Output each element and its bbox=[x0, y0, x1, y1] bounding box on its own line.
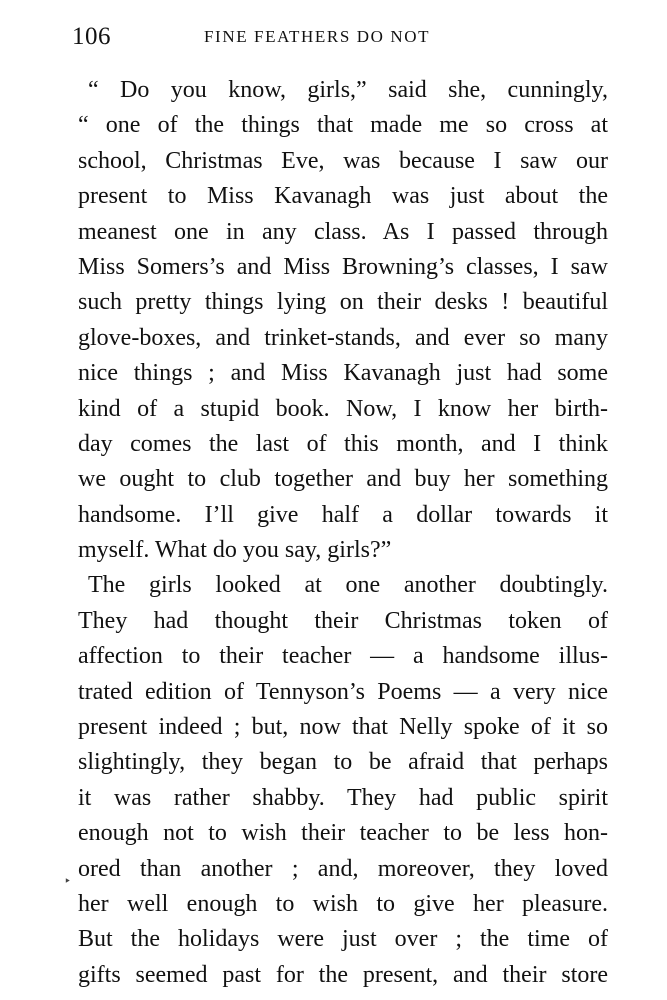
text-line: slightingly, they began to be afraid that perhaps bbox=[78, 749, 608, 776]
text-line: “ one of the things that made me so cross at bbox=[78, 112, 608, 139]
text-line: Miss Somers’s and Miss Browning’s classes, I saw bbox=[78, 253, 608, 280]
text-line: gifts seemed past for the present, and their store bbox=[78, 961, 608, 988]
text-line: trated edition of Tennyson’s Poems — a very nice bbox=[78, 678, 608, 705]
text-line: “ Do you know, girls,” said she, cunningly, bbox=[88, 77, 608, 103]
text-line: affection to their teacher — a handsome illus- bbox=[78, 643, 608, 670]
text-line: school, Christmas Eve, was because I saw our bbox=[78, 147, 608, 174]
text-line: it was rather shabby. They had public spirit bbox=[78, 784, 608, 811]
text-line: present to Miss Kavanagh was just about the bbox=[78, 183, 608, 210]
text-line: myself. What do you say, girls?” bbox=[78, 537, 392, 564]
text-line: enough not to wish their teacher to be less hon- bbox=[78, 820, 608, 847]
text-line: we ought to club together and buy her something bbox=[78, 466, 608, 493]
text-line: glove-boxes, and trinket-stands, and ever so many bbox=[78, 324, 608, 351]
text-line: her well enough to wish to give her pleasure. bbox=[78, 890, 608, 917]
paragraph-2 bbox=[78, 568, 608, 993]
text-line: nice things ; and Miss Kavanagh just had some bbox=[78, 360, 608, 387]
body-text bbox=[78, 73, 608, 993]
text-line: But the holidays were just over ; the time of bbox=[78, 926, 608, 953]
text-line: meanest one in any class. As I passed through bbox=[78, 218, 608, 245]
text-line: day comes the last of this month, and I think bbox=[78, 430, 608, 457]
running-title: FINE FEATHERS DO NOT bbox=[204, 27, 431, 46]
page-number: 106 bbox=[72, 23, 111, 50]
paragraph-1 bbox=[78, 73, 608, 568]
text-line: They had thought their Christmas token of bbox=[78, 607, 608, 634]
text-line: The girls looked at one another doubtingly. bbox=[88, 572, 608, 599]
running-head bbox=[72, 22, 612, 52]
text-line: ored than another ; and, moreover, they loved bbox=[78, 855, 608, 882]
margin-mark: ‣ bbox=[64, 874, 72, 888]
text-line: kind of a stupid book. Now, I know her birth- bbox=[78, 395, 608, 422]
text-line: handsome. I’ll give half a dollar towards it bbox=[78, 501, 608, 528]
text-line: such pretty things lying on their desks ! beautiful bbox=[78, 289, 608, 316]
text-line: present indeed ; but, now that Nelly spoke of it so bbox=[78, 714, 608, 741]
